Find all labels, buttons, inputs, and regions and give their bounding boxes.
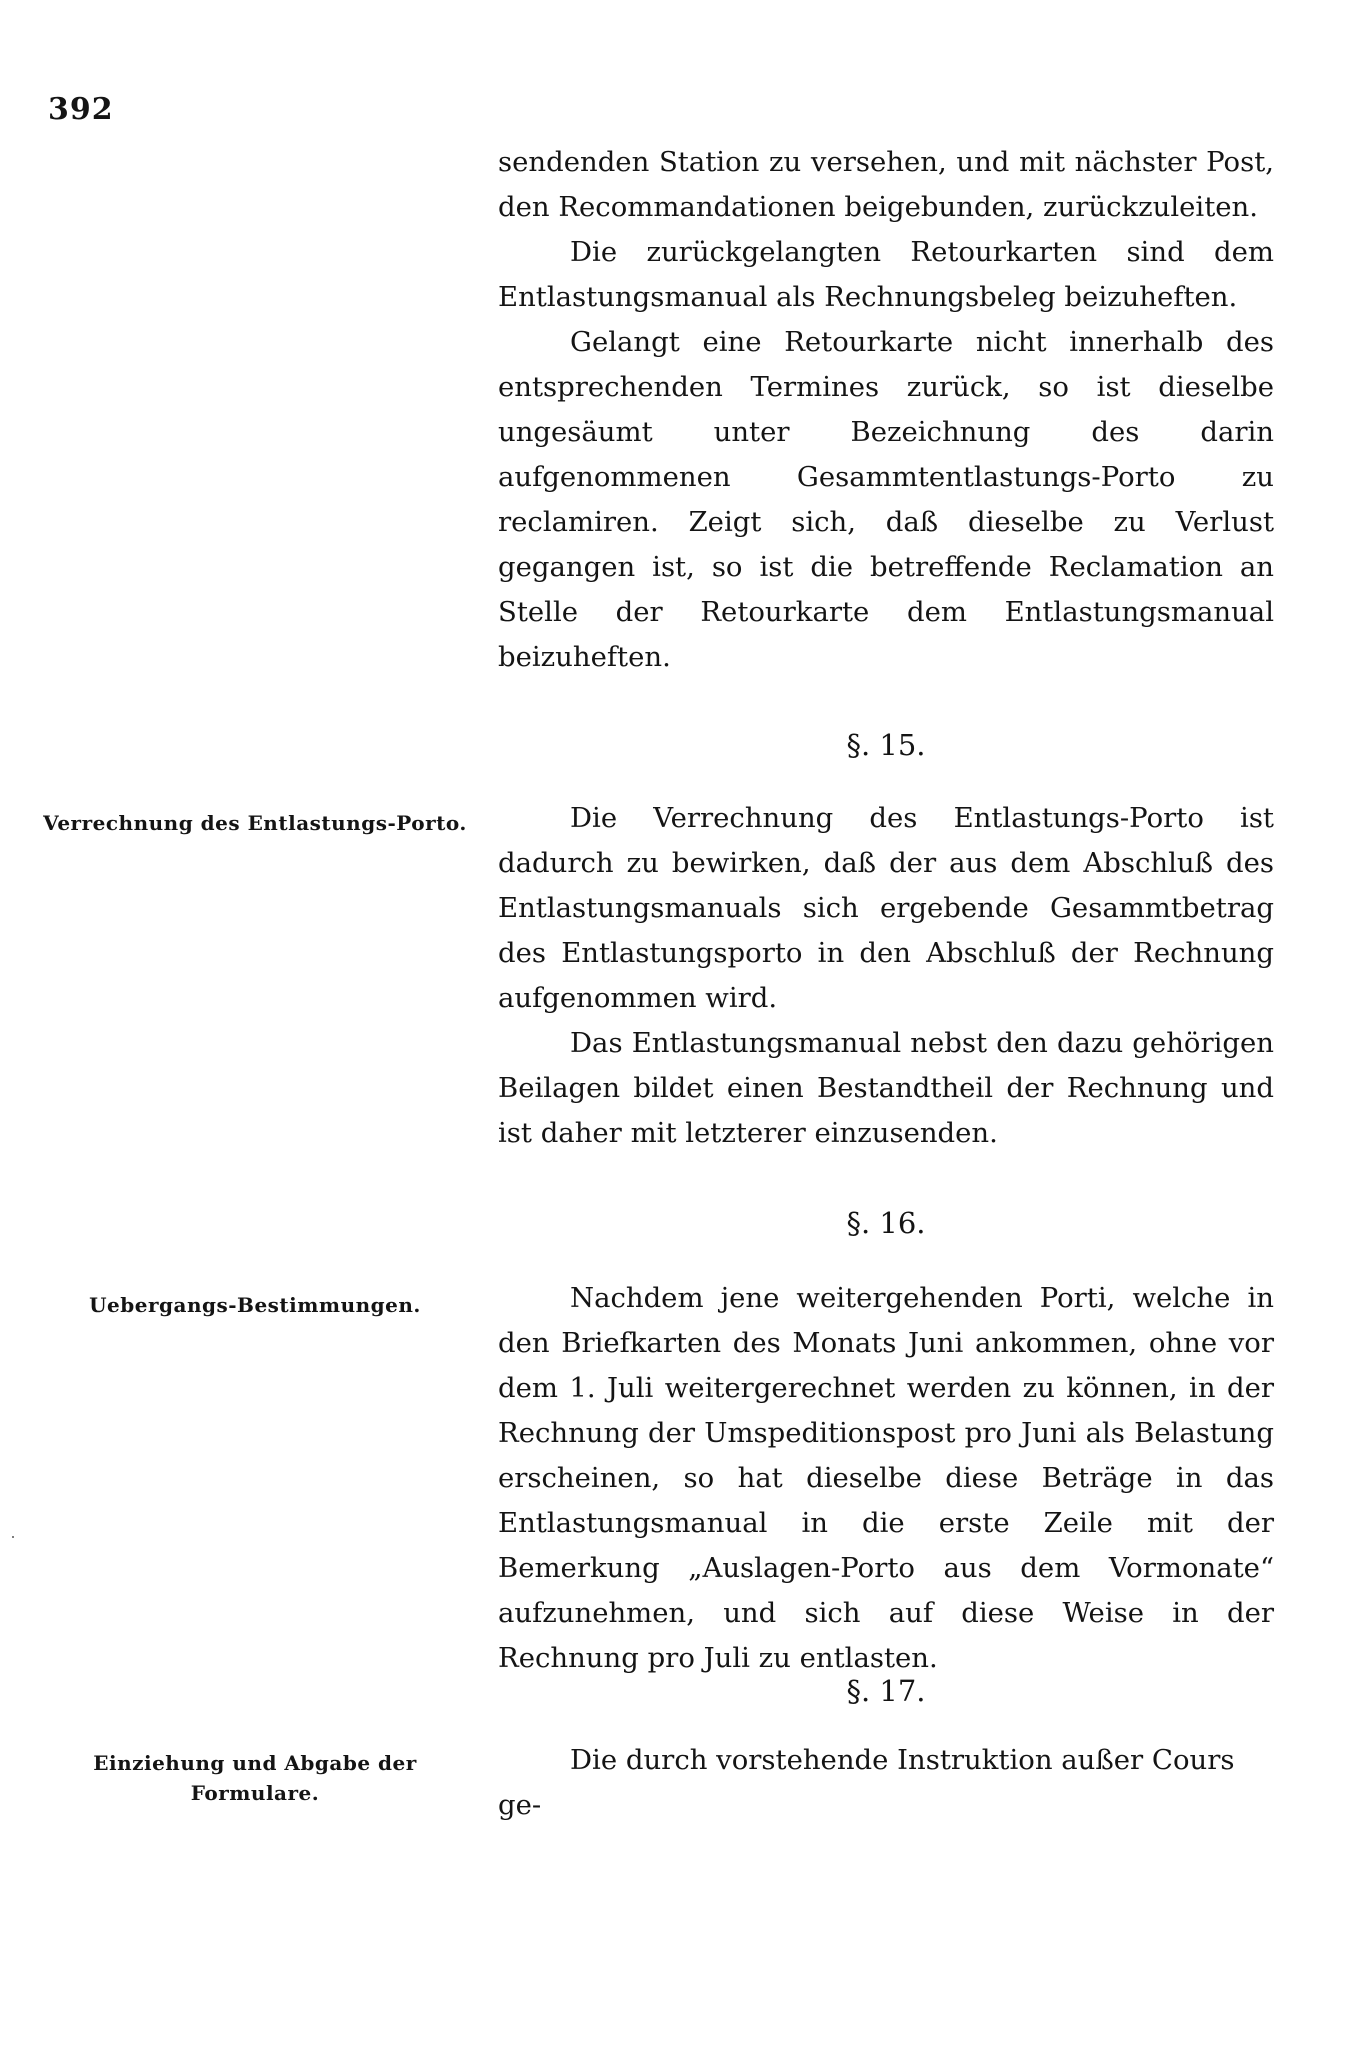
section-heading-15: §. 15. [846,728,926,762]
paragraph: Nachdem jene weitergehenden Porti, welche in den Briefkarten des Monats Juni ankommen, ohne vor dem 1. Juli weitergerechnet werden zu können, in der Rechnung der Umspeditionspost pro Juni als Belastung erscheinen, so hat dieselbe diese Beträge in das Entlastungsmanual in die erste Zeile mit der Bemerkung „Auslagen-Porto aus dem Vormonate“ aufzunehmen, und sich auf diese Weise in der Rechnung pro Juli zu entlasten. [498,1282,1274,1674]
paragraph: Die durch vorstehende Instruktion außer Cours ge- [498,1744,1235,1821]
paragraph: Das Entlastungsmanual nebst den dazu gehörigen Beilagen bildet einen Bestandtheil der Rechnung und ist daher mit letzterer einzusenden. [498,1027,1274,1149]
section-body-15 [498,796,1274,1156]
section-body-16 [498,1276,1274,1681]
paragraph: Die zurückgelangten Retourkarten sind dem Entlastungsmanual als Rechnungsbeleg beizuheften. [498,236,1274,313]
margin-note-17: Einziehung und Abgabe der Formulare. [93,1751,417,1805]
margin-note-15: Verrechnung des Entlastungs-Porto. [43,811,467,835]
section-body-17 [498,1738,1274,1828]
text-block-continuation [498,140,1274,680]
paragraph: sendenden Station zu versehen, und mit nächster Post, den Recommandationen beigebunden, zurückzuleiten. [498,146,1274,223]
page-number: 392 [48,92,114,127]
paragraph: Gelangt eine Retourkarte nicht innerhalb des entsprechenden Termines zurück, so ist dieselbe ungesäumt unter Bezeichnung des darin aufgenommenen Gesammtentlastungs-Porto zu reclamiren. Zeigt sich, daß dieselbe zu Verlust gegangen ist, so ist die betreffende Reclamation an Stelle der Retourkarte dem Entlastungsmanual beizuheften. [498,326,1274,673]
section-heading-16: §. 16. [846,1206,926,1240]
paragraph: Die Verrechnung des Entlastungs-Porto ist dadurch zu bewirken, daß der aus dem Abschluß des Entlastungsmanuals sich ergebende Gesammtbetrag des Entlastungsporto in den Abschluß der Rechnung aufgenommen wird. [498,802,1274,1014]
paper-speck [12,1536,14,1538]
section-heading-17: §. 17. [846,1674,926,1708]
margin-note-16: Uebergangs-Bestimmungen. [89,1293,421,1317]
